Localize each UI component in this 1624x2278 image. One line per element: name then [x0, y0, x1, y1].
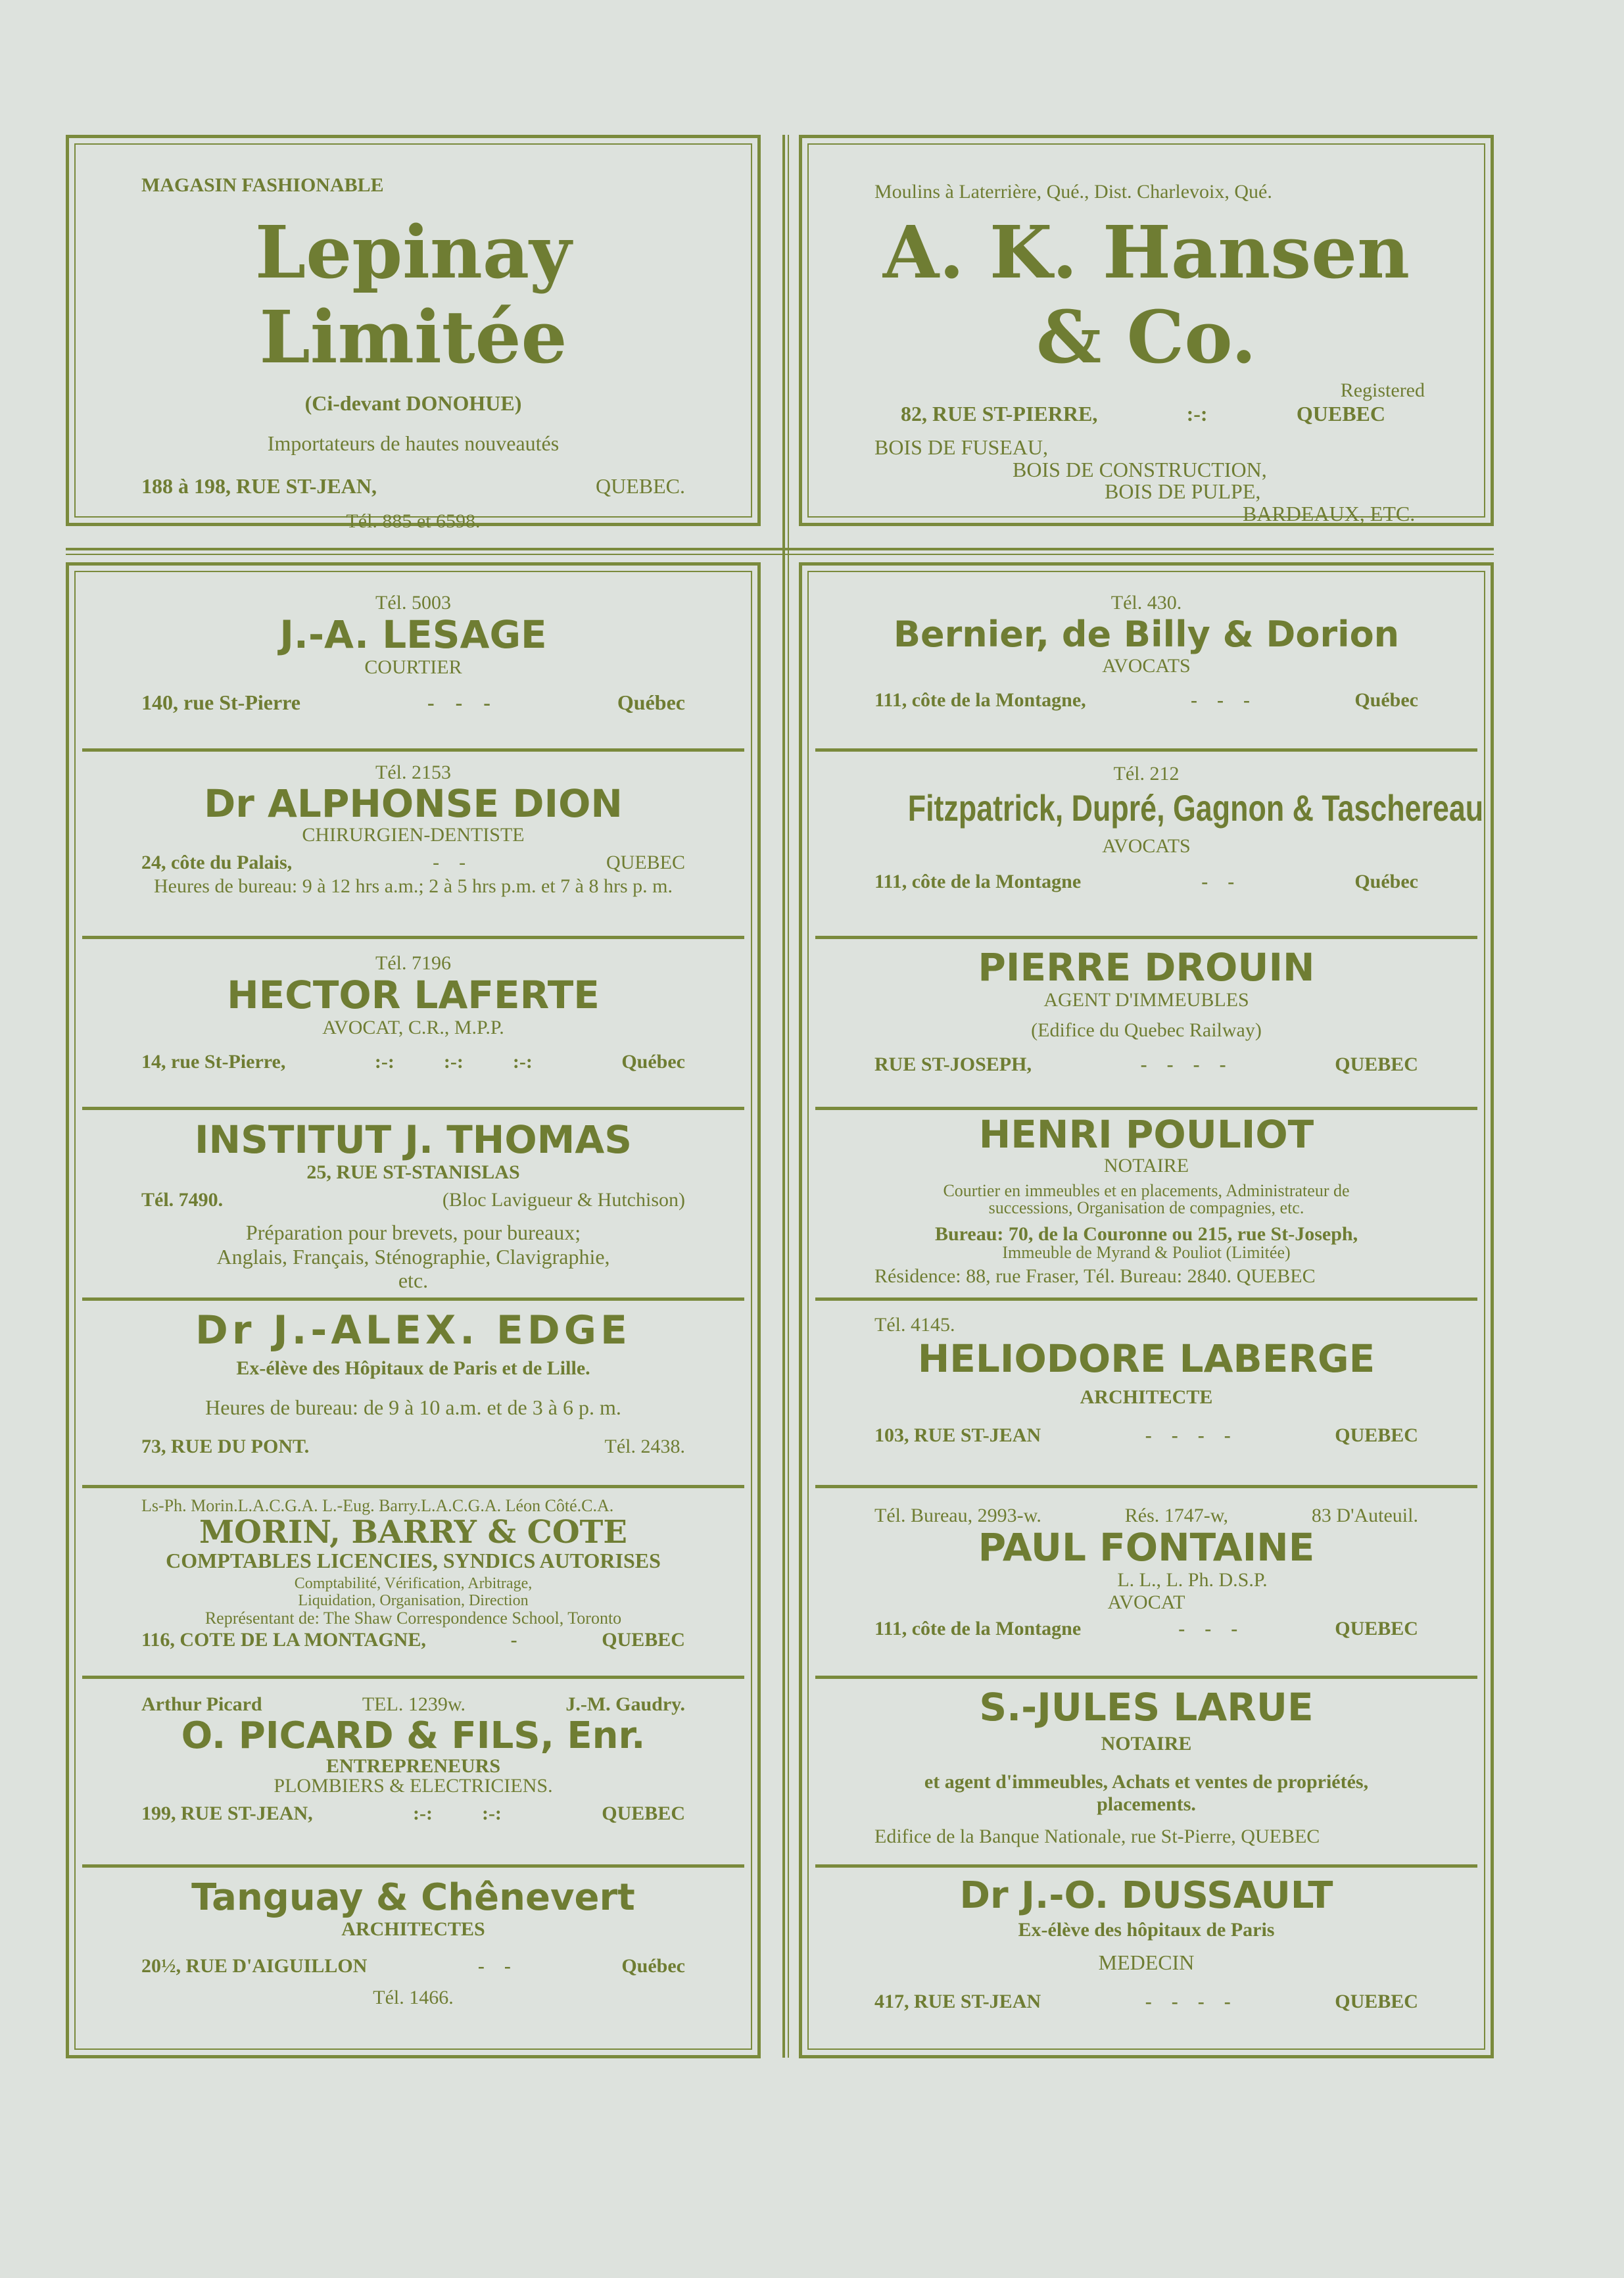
fontaine-addr-top: 83 D'Auteuil. [1311, 1505, 1418, 1526]
hansen-sep: :-: [1186, 402, 1208, 425]
morin-dashes: - [510, 1629, 517, 1651]
drouin-city: QUEBEC [1335, 1053, 1418, 1075]
morin-role: COMPTABLES LICENCIES, SYNDICS AUTORISES [166, 1549, 661, 1573]
ad-fontaine [822, 1505, 1471, 1669]
fontaine-address: 111, côte de la Montagne [874, 1617, 1082, 1639]
laferte-dashes: :-: :-: :-: [374, 1050, 533, 1073]
picard-role: ENTREPRENEURS [325, 1755, 501, 1777]
lepinay-name: Lepinay Limitée [254, 210, 572, 379]
drouin-name: PIERRE DROUIN [978, 945, 1315, 990]
lepinay-tel: Tél. 885 et 6598. [346, 510, 481, 532]
hansen-product-3: BOIS DE PULPE, [1105, 479, 1261, 504]
fontaine-dashes: - - - [1178, 1617, 1238, 1639]
ad-hansen [822, 181, 1471, 525]
dion-tel: Tél. 2153 [375, 762, 451, 783]
picard-role2: PLOMBIERS & ELECTRICIENS. [274, 1774, 553, 1797]
divider [815, 1485, 1477, 1488]
ad-drouin [822, 947, 1471, 1105]
pouliot-residence: Résidence: 88, rue Fraser, Tél. Bureau: 2840. QUEBEC [874, 1265, 1316, 1287]
ad-edge [89, 1309, 738, 1483]
thomas-tel: Tél. 7490. [141, 1188, 224, 1211]
larue-desc: et agent d'immeubles, Achats et ventes de propriétés, placements. [924, 1770, 1369, 1816]
divider [82, 1107, 744, 1110]
divider [82, 1297, 744, 1301]
dion-dashes: - - [433, 851, 466, 873]
picard-dashes: :-: :-: [412, 1802, 502, 1824]
pouliot-desc: Courtier en immeubles et en placements, Administrateur de successions, Organisation de compagnies, etc. [943, 1180, 1350, 1217]
drouin-address: RUE ST-JOSEPH, [874, 1053, 1032, 1075]
hansen-product-4: BARDEAUX, ETC. [1243, 501, 1416, 525]
lepinay-desc: Importateurs de hautes nouveautés [267, 431, 560, 455]
divider [815, 1864, 1477, 1868]
divider [82, 1864, 744, 1868]
ad-bernier [822, 592, 1471, 743]
bernier-role: AVOCATS [1102, 655, 1191, 677]
morin-city: QUEBEC [602, 1629, 685, 1651]
larue-role: NOTAIRE [1101, 1732, 1192, 1755]
ad-picard [89, 1693, 738, 1864]
ad-fitzpatrick [822, 763, 1484, 927]
picard-name: O. PICARD & FILS, Enr. [181, 1714, 646, 1757]
lepinay-former: (Ci-devant DONOHUE) [304, 391, 522, 415]
bernier-address: 111, côte de la Montagne, [874, 689, 1086, 712]
thomas-desc: Préparation pour brevets, pour bureaux; Anglais, Français, Sténographie, Clavigraphie, etc. [216, 1220, 610, 1293]
fontaine-tel: Tél. Bureau, 2993-w. [874, 1505, 1041, 1526]
fitz-tel: Tél. 212 [1113, 763, 1180, 785]
edge-line: Ex-élève des Hôpitaux de Paris et de Lille. [236, 1357, 590, 1379]
ad-laberge [822, 1314, 1471, 1478]
drouin-dashes: - - - - [1140, 1053, 1226, 1075]
divider [815, 936, 1477, 939]
laferte-address: 14, rue St-Pierre, [141, 1050, 286, 1073]
drouin-building: (Edifice du Quebec Railway) [1031, 1019, 1262, 1041]
bernier-tel: Tél. 430. [1111, 592, 1182, 614]
picard-left: Arthur Picard [141, 1693, 262, 1715]
drouin-role: AGENT D'IMMEUBLES [1043, 988, 1249, 1011]
laferte-city: Québec [621, 1050, 685, 1073]
middle-rule [66, 548, 1494, 550]
divider [82, 748, 744, 752]
picard-city: QUEBEC [602, 1802, 685, 1824]
hansen-city: QUEBEC [1296, 402, 1385, 425]
morin-name: MORIN, BARRY & COTE [199, 1514, 627, 1551]
lesage-dashes: - - - [427, 690, 490, 714]
dussault-line: Ex-élève des hôpitaux de Paris [1018, 1918, 1275, 1941]
bernier-dashes: - - - [1191, 689, 1250, 712]
picard-address: 199, RUE ST-JEAN, [141, 1802, 313, 1824]
fitz-city: Québec [1354, 871, 1418, 892]
lesage-name: J.-A. LESAGE [279, 612, 547, 657]
ad-lesage [89, 592, 738, 743]
laberge-name: HELIODORE LABERGE [917, 1336, 1375, 1381]
fontaine-name: PAUL FONTAINE [978, 1525, 1315, 1570]
larue-name: S.-JULES LARUE [979, 1685, 1314, 1730]
center-rule [782, 135, 785, 2058]
center-rule-inner [788, 135, 789, 2058]
tanguay-role: ARCHITECTES [341, 1918, 485, 1940]
divider [815, 1676, 1477, 1679]
tanguay-city: Québec [621, 1954, 685, 1977]
laberge-tel: Tél. 4145. [874, 1314, 955, 1336]
lepinay-tag: MAGASIN FASHIONABLE [141, 174, 384, 196]
tanguay-tel: Tél. 1466. [373, 1986, 454, 2008]
hansen-address: 82, RUE ST-PIERRE, [901, 402, 1098, 425]
divider [815, 1107, 1477, 1110]
pouliot-role: NOTAIRE [1103, 1154, 1189, 1176]
ad-thomas [89, 1119, 738, 1297]
pouliot-bureau: Bureau: 70, de la Couronne ou 215, rue St-Joseph, [934, 1223, 1358, 1245]
fontaine-city: QUEBEC [1335, 1617, 1418, 1639]
dion-address: 24, côte du Palais, [141, 851, 293, 873]
morin-partners: Ls-Ph. Morin.L.A.C.G.A. L.-Eug. Barry.L.A.C.G.A. Léon Côté.C.A. [141, 1496, 614, 1515]
fitz-role: AVOCATS [1102, 835, 1191, 857]
laferte-tel: Tél. 7196 [375, 952, 451, 974]
ad-morin [89, 1496, 738, 1674]
tanguay-name: Tanguay & Chênevert [191, 1876, 635, 1919]
tanguay-dashes: - - [477, 1954, 511, 1977]
hansen-product-2: BOIS DE CONSTRUCTION, [1013, 457, 1267, 481]
laberge-address: 103, RUE ST-JEAN [874, 1424, 1041, 1446]
laberge-city: QUEBEC [1335, 1424, 1418, 1446]
dion-hours: Heures de bureau: 9 à 12 hrs a.m.; 2 à 5 hrs p.m. et 7 à 8 hrs p. m. [154, 875, 673, 897]
divider [815, 748, 1477, 752]
laberge-dashes: - - - - [1145, 1424, 1231, 1446]
lesage-role: COURTIER [364, 656, 462, 678]
divider [82, 1485, 744, 1488]
dion-role: CHIRURGIEN-DENTISTE [302, 823, 525, 846]
hansen-tag: Moulins à Laterrière, Qué., Dist. Charlevoix, Qué. [874, 181, 1272, 203]
hansen-name: A. K. Hansen & Co. [882, 210, 1410, 379]
bernier-city: Québec [1354, 689, 1418, 712]
hansen-product-1: BOIS DE FUSEAU, [874, 435, 1049, 459]
hansen-registered: Registered [1340, 379, 1425, 401]
divider [82, 936, 744, 939]
lesage-address: 140, rue St-Pierre [141, 690, 300, 714]
bernier-name: Bernier, de Billy & Dorion [893, 614, 1400, 655]
picard-right: J.-M. Gaudry. [565, 1693, 685, 1715]
divider [815, 1297, 1477, 1301]
edge-address: 73, RUE DU PONT. [141, 1436, 310, 1457]
dussault-role: MEDECIN [1098, 1950, 1195, 1974]
lesage-tel: Tél. 5003 [375, 592, 451, 614]
divider [82, 1676, 744, 1679]
laferte-name: HECTOR LAFERTE [227, 973, 600, 1017]
morin-rep: Représentant de: The Shaw Correspondence School, Toronto [204, 1608, 622, 1628]
laferte-role: AVOCAT, C.R., M.P.P. [322, 1016, 504, 1038]
ad-laferte [89, 952, 738, 1103]
edge-tel: Tél. 2438. [604, 1436, 685, 1457]
ad-dion [89, 762, 738, 936]
larue-address: Edifice de la Banque Nationale, rue St-Pierre, QUEBEC [874, 1825, 1320, 1847]
lesage-city: Québec [617, 690, 685, 714]
middle-rule-inner [66, 554, 1494, 555]
dion-name: Dr ALPHONSE DION [204, 781, 623, 826]
ad-dussault [822, 1876, 1471, 2033]
thomas-name: INSTITUT J. THOMAS [194, 1117, 633, 1162]
thomas-building: (Bloc Lavigueur & Hutchison) [442, 1188, 685, 1211]
dussault-address: 417, RUE ST-JEAN [874, 1990, 1041, 2012]
fontaine-degrees: L. L., L. Ph. D.S.P. [1117, 1568, 1268, 1591]
fitz-address: 111, côte de la Montagne [874, 871, 1082, 892]
fontaine-res: Rés. 1747-w, [1124, 1505, 1228, 1526]
fitz-dashes: - - [1201, 871, 1235, 892]
lepinay-address: 188 à 198, RUE ST-JEAN, [141, 474, 377, 498]
morin-address: 116, COTE DE LA MONTAGNE, [141, 1629, 426, 1651]
fontaine-role: AVOCAT [1107, 1591, 1185, 1613]
edge-name: Dr J.-ALEX. EDGE [195, 1307, 631, 1353]
picard-tel: TEL. 1239w. [362, 1693, 466, 1715]
ad-larue [822, 1687, 1471, 1858]
pouliot-name: HENRI POULIOT [978, 1112, 1314, 1157]
fitz-name: Fitzpatrick, Dupré, Gagnon & Taschereau [907, 787, 1484, 829]
dussault-name: Dr J.-O. DUSSAULT [959, 1874, 1333, 1917]
dussault-city: QUEBEC [1335, 1990, 1418, 2012]
dion-city: QUEBEC [606, 851, 685, 873]
tanguay-address: 20½, RUE D'AIGUILLON [141, 1954, 368, 1977]
lepinay-city: QUEBEC. [596, 474, 685, 498]
ad-tanguay [89, 1878, 738, 2035]
pouliot-building: Immeuble de Myrand & Pouliot (Limitée) [1002, 1242, 1291, 1262]
laberge-role: ARCHITECTE [1080, 1386, 1213, 1408]
ad-lepinay [89, 174, 738, 532]
thomas-address: 25, RUE ST-STANISLAS [306, 1161, 520, 1183]
ad-pouliot [822, 1112, 1471, 1296]
edge-hours: Heures de bureau: de 9 à 10 a.m. et de 3 à 6 p. m. [205, 1395, 621, 1419]
dussault-dashes: - - - - [1145, 1990, 1231, 2012]
morin-services: Comptabilité, Vérification, Arbitrage, Liquidation, Organisation, Direction [294, 1575, 533, 1609]
